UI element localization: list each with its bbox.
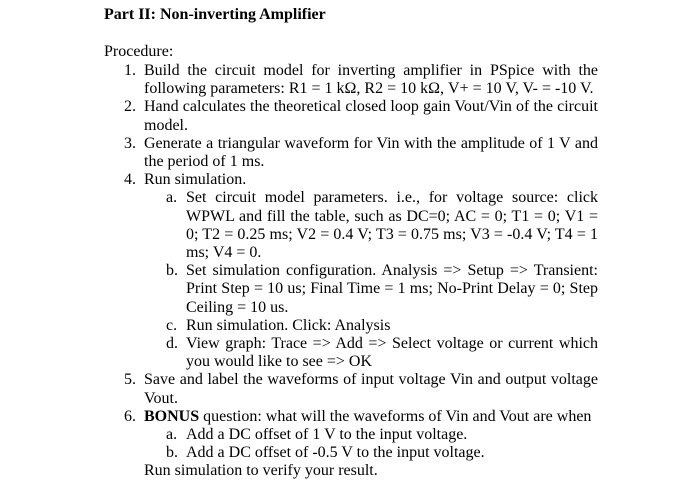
- substep-letter: a.: [166, 189, 178, 207]
- substep-text: View graph: Trace => Add => Select voltage or current which you would like to see => OK: [186, 335, 598, 371]
- substep-text: Add a DC offset of -0.5 V to the input voltage.: [186, 444, 485, 462]
- step-number: 4.: [124, 171, 136, 189]
- substep-letter: d.: [166, 335, 178, 353]
- step-text: Generate a triangular waveform for Vin with the amplitude of 1 V and the period of 1 ms.: [144, 134, 598, 171]
- step-5: [104, 371, 598, 407]
- step-text: Run simulation.: [144, 171, 247, 189]
- step-number: 6.: [124, 407, 136, 425]
- bonus-label: BONUS: [144, 407, 200, 425]
- step-text: Save and label the waveforms of input voltage Vin and output voltage Vout.: [144, 371, 598, 407]
- step-number: 5.: [124, 371, 136, 389]
- step-4c: [104, 317, 598, 335]
- step-number: 2.: [124, 98, 136, 116]
- step-2: [104, 98, 598, 134]
- substep-text: Run simulation. Click: Analysis: [186, 316, 391, 334]
- step-text: Build the circuit model for inverting amplifier in PSpice with the following parameters: R1 = 1 kΩ, R2 = 10 kΩ, V+ = 10 V, V- = -10 V.: [144, 62, 598, 98]
- step-text: question: what will the waveforms of Vin and Vout are when: [203, 407, 592, 425]
- step-4: [104, 171, 598, 189]
- step-number: 1.: [124, 62, 136, 79]
- step-6b: [104, 444, 598, 462]
- procedure-list: [104, 62, 598, 481]
- substep-letter: a.: [166, 426, 178, 444]
- step-number: 3.: [124, 134, 136, 152]
- substep-text: Set circuit model parameters. i.e., for voltage source: click WPWL and fill the table, such as DC=0; AC = 0; T1 = 0; V1 = 0; T2 = 0.25 ms; V2 = 0.4 V; T3 = 0.75 ms; V3 = -0.4 V; T4 = 1 ms; V4 = 0.: [186, 189, 598, 262]
- procedure-label: Procedure:: [104, 43, 174, 60]
- substep-letter: c.: [166, 316, 178, 334]
- step-text: Hand calculates the theoretical closed loop gain Vout/Vin of the circuit model.: [144, 98, 598, 134]
- step-1: [104, 62, 598, 98]
- step-6a: [104, 426, 598, 444]
- step-4a: [104, 189, 598, 262]
- step-6-tail: Run simulation to verify your result.: [144, 462, 378, 480]
- substep-letter: b.: [166, 444, 178, 462]
- step-4b: [104, 262, 598, 317]
- substep-text: Set simulation configuration. Analysis => Setup => Transient: Print Step = 10 us; Final Time = 1 ms; No-Print Delay = 0; Step Ceiling = 10 us.: [186, 262, 598, 316]
- page-title: Part II: Non-inverting Amplifier: [104, 6, 326, 23]
- step-4d: [104, 335, 598, 371]
- substep-text: Add a DC offset of 1 V to the input voltage.: [186, 426, 468, 444]
- step-6: [104, 408, 598, 426]
- step-3: [104, 135, 598, 171]
- substep-letter: b.: [166, 262, 178, 280]
